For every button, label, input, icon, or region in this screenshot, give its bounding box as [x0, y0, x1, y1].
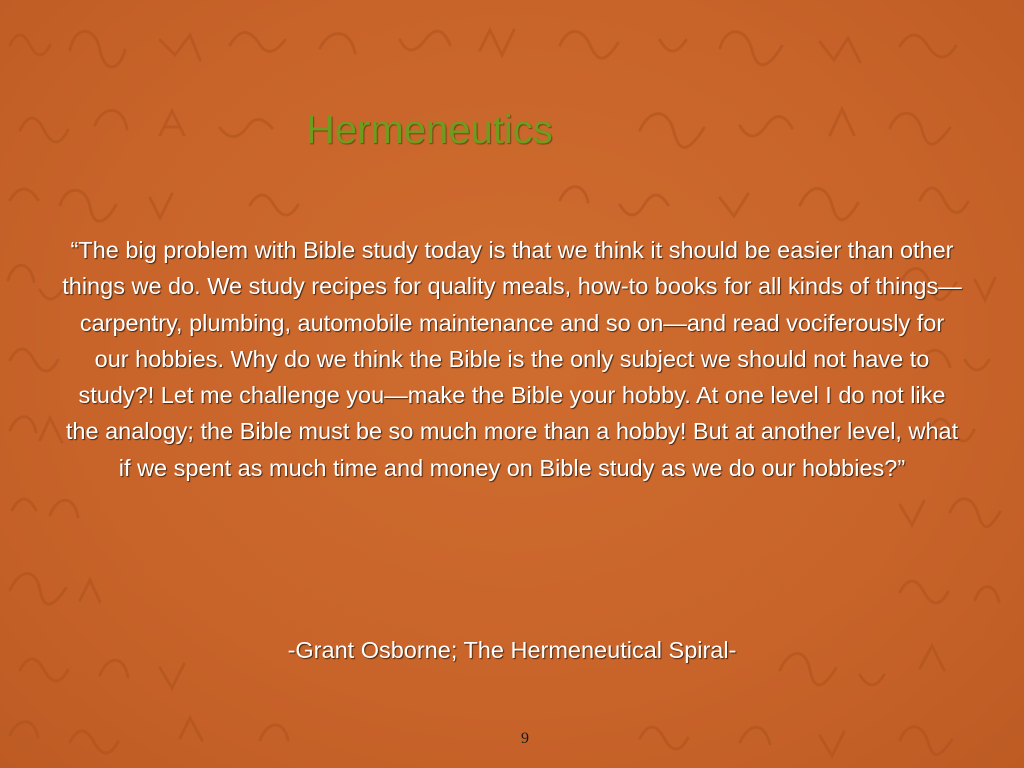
- slide-title: Hermeneutics: [306, 108, 553, 152]
- quote-attribution: -Grant Osborne; The Hermeneutical Spiral-: [287, 637, 737, 663]
- quote-text: “The big problem with Bible study today is that we think it should be easier than other things we do. We study recipes for quality meals, how-to books for all kinds of things—carpentry, plumbing, automobile maintenance and so on—and read vociferously for our hobbies. Why do we think the Bible is the only subject we should not have to study?! Let me challenge you—make the Bible your hobby. At one level I do not like the analogy; the Bible must be so much more than a hobby! But at another level, what if we spent as much time and money on Bible study as we do our hobbies?”: [62, 237, 962, 481]
- page-number: 9: [521, 730, 529, 747]
